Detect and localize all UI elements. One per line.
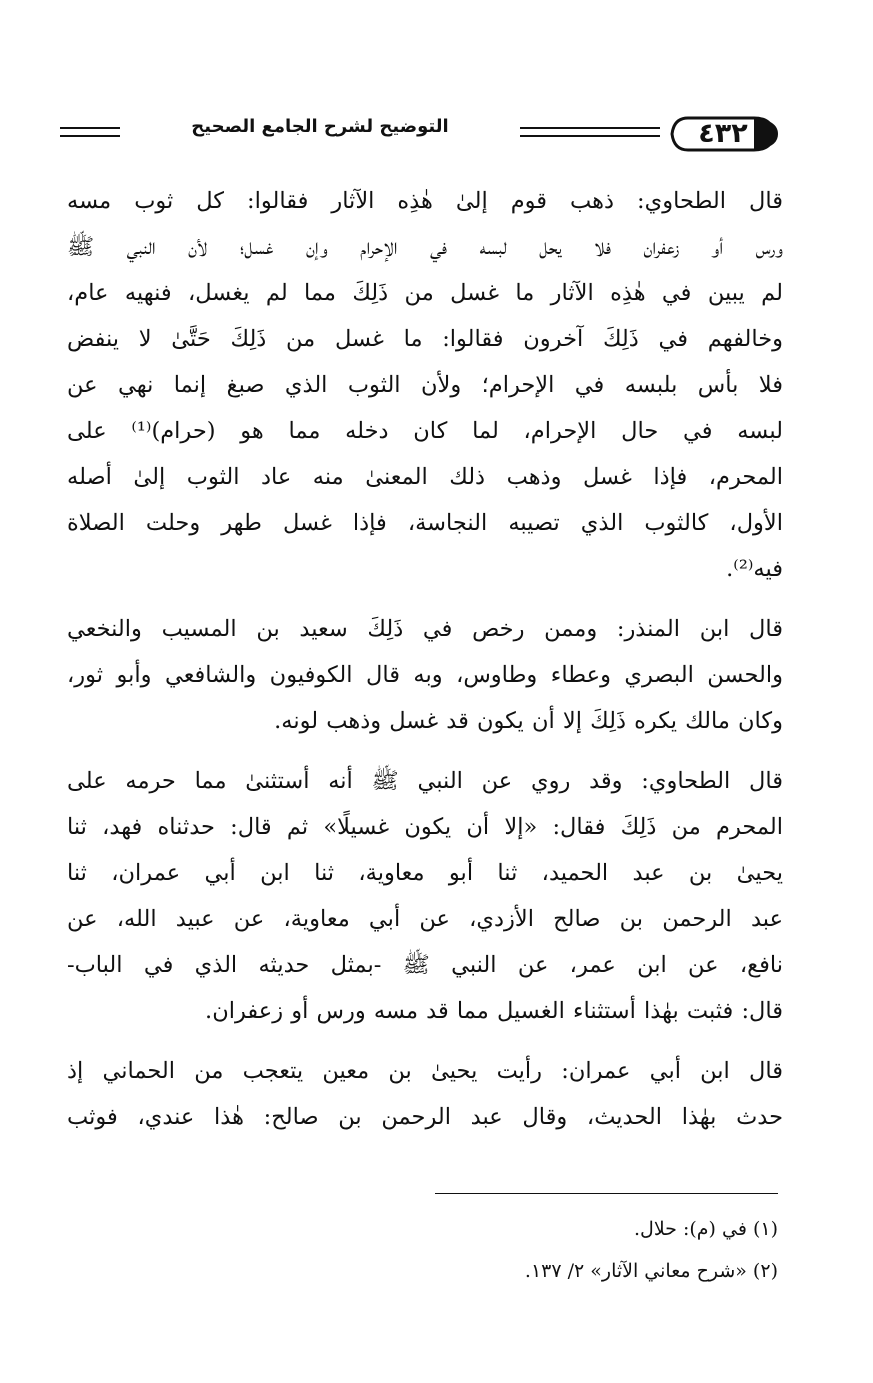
paragraph: [67, 758, 783, 1034]
text-line: يحيىٰ بن عبد الحميد، ثنا أبو معاوية، ثنا ابن أبي عمران، ثنا: [67, 860, 783, 886]
paragraph: [67, 1048, 783, 1140]
text-line: فيه⁽²⁾.: [726, 556, 783, 582]
running-title: التوضيح لشرح الجامع الصحيح: [191, 116, 449, 137]
text-line: لبسه في حال الإحرام، لما كان دخله مما هو (حرام)⁽¹⁾ على: [67, 418, 783, 444]
page-number-badge: [668, 114, 778, 154]
text-line: والحسن البصري وعطاء وطاوس، وبه قال الكوفيون والشافعي وأبو ثور،: [67, 662, 783, 688]
text-line: حدث بهٰذا الحديث، وقال عبد الرحمن بن صالح: هٰذا عندي، فوثب: [67, 1104, 783, 1130]
text-line: قال الطحاوي: ذهب قوم إلىٰ هٰذِه الآثار فقالوا: كل ثوب مسه: [67, 188, 783, 214]
header-rule-right: [520, 127, 660, 137]
text-line: قال: فثبت بهٰذا أستثناء الغسيل مما قد مسه ورس أو زعفران.: [205, 998, 783, 1024]
footnotes: [67, 1208, 778, 1292]
header-rule-left: [60, 127, 120, 137]
text-line: المحرم من ذَلِكَ فقال: «إلا أن يكون غسيلًا» ثم قال: حدثناه فهد، ثنا: [67, 814, 783, 840]
text-line: الأول، كالثوب الذي تصيبه النجاسة، فإذا غسل طهر وحلت الصلاة: [67, 510, 783, 536]
text-line: وكان مالك يكره ذَلِكَ إلا أن يكون قد غسل وذهب لونه.: [274, 708, 783, 734]
page-number: ٤٣٢: [698, 118, 748, 149]
text-line: قال الطحاوي: وقد روي عن النبي ﷺ أنه أستثنىٰ مما حرمه على: [67, 768, 783, 794]
text-line: وخالفهم في ذَلِكَ آخرون فقالوا: ما غسل من ذَلِكَ حَتَّىٰ لا ينفض: [67, 326, 783, 352]
text-line: قال ابن أبي عمران: رأيت يحيىٰ بن معين يتعجب من الحماني إذ: [67, 1058, 783, 1084]
text-line: قال ابن المنذر: وممن رخص في ذَلِكَ سعيد بن المسيب والنخعي: [67, 616, 783, 642]
footnote: (١) في (م): حلال.: [633, 1218, 778, 1240]
footnote: (٢) «شرح معاني الآثار» ٢/ ١٣٧.: [524, 1260, 778, 1282]
text-line: ورس أو زعفران فلا يحل لبسه في الإحرام وإن غسل؛ لأن النبي ﷺ: [67, 234, 783, 260]
paragraph: [67, 178, 783, 592]
text-line: لم يبين في هٰذِه الآثار ما غسل من ذَلِكَ مما لم يغسل، فنهيه عام،: [67, 280, 783, 306]
footnote-separator: [435, 1193, 778, 1194]
text-line: عبد الرحمن بن صالح الأزدي، عن أبي معاوية، عن عبيد الله، عن: [67, 906, 783, 932]
page-header: [60, 110, 778, 160]
text-line: نافع، عن ابن عمر، عن النبي ﷺ -بمثل حديثه الذي في الباب-: [67, 952, 783, 978]
main-text: [67, 178, 783, 1154]
text-line: المحرم، فإذا غسل وذهب ذلك المعنىٰ منه عاد الثوب إلىٰ أصله: [67, 464, 783, 490]
text-line: فلا بأس بلبسه في الإحرام؛ ولأن الثوب الذي صبغ إنما نهي عن: [67, 372, 783, 398]
paragraph: [67, 606, 783, 744]
